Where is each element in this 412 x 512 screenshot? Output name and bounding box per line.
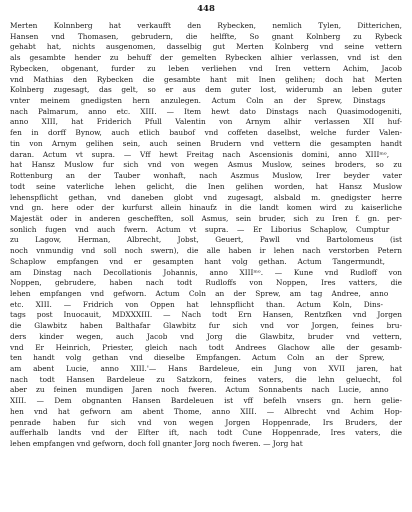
text-line: am abent Lucie, anno XIII.'— Hans Bardeleue, ein Jung von XVII jaren, hat xyxy=(10,364,402,373)
text-line: ders kinder wegen, auch Jacob vnd Jorg die Glawbitz, bruder vnd vettern, xyxy=(10,331,402,341)
text-line: vnd Mathias den Rybecken die gesambte hant mit Inen gelihen; doch hat Merten xyxy=(10,74,402,84)
text-line: Kolnberg zugesagt, das gelt, so er aus dem guter lost, widerumb an leben guter xyxy=(10,85,402,95)
text-line: aber zu feinen mundigen Jaren noch fweren. Actum Sonnabents nach Lucie, anno xyxy=(10,385,389,395)
text-line: gehabt hat, nichts ausgenomen, dasselbig gut Merten Kolnberg vnd seine vettern xyxy=(10,42,402,52)
text-line: penrade haben fur sich vnd von wegen Jorgen Hoppenrade, Irs Bruders, der xyxy=(10,417,402,427)
text-line: Hansen vnd Thomasen, gebrudern, die helffte, So gnant Kolnberg zu Rybeck xyxy=(10,31,402,41)
text-line: lehen empfangen vnd gefworn, doch foll gnanter Jorg noch fweren. — Jorg hat xyxy=(10,439,303,449)
text-line: XIII. — Dem obgnanten Hansen Bardeleuen ist vff befelh vnsers gn. hern gelie- xyxy=(10,396,402,406)
text-line: lehen empfangen vnd gefworn. Actum Coln an der Sprew, am tag Andree, anno xyxy=(10,288,389,298)
text-line: vnd gn. here oder der kurfurst allein hinaufz in die landt komen wird zu kaiserliche xyxy=(10,203,402,213)
text-line: nach todt Hansen Bardeleue zu Satzkorn, feines vaters, die lehn geluecht, fol xyxy=(10,374,402,384)
text-line: vnter meinem gnedigsten hern anzulegen. Actum Coln an der Sprew, Dinstags xyxy=(10,96,386,106)
text-line: tags post Inuocauit, MDXXXIII. — Nach todt Ern Hansen, Rentzfken vnd Jorgen xyxy=(10,310,402,320)
text-line: ten handt volg gethan vnd dieselbe Empfangen. Actum Coln an der Sprew, xyxy=(10,353,385,363)
text-line: anno XIII, hat Friderich Pfull Valentin von Arnym alhir verlassen XII huf- xyxy=(10,117,402,127)
text-line: daran. Actum vt supra. — Vff hewt Freitag nach Ascensionis domini, anno XIIIᵐᵒ, xyxy=(10,149,390,159)
text-line: lehenspflicht gethan, vnd daneben globt vnd zugesagt, alsbald m. gnedigster herre xyxy=(10,192,402,202)
text-line: Rybecken, obgenant, furder zu leben verliehen vnd Iren vettern Achim, Jacob xyxy=(10,63,402,73)
text-line: sonlich fugen vnd auch fwern. Actum vt supra. — Er Liborius Schaplow, Cumptur xyxy=(10,224,390,234)
text-line: Merten Kolnnberg hat verkaufft den Rybecken, nemlich Tylen, Ditterichen, xyxy=(10,21,402,30)
text-line: die Glawbitz haben Balthafar Glawbitz fur sich vnd vor Jorgen, feines bru- xyxy=(10,321,402,331)
text-line: aufferhalb landts vnd der Elfter ift, nach todt Cune Hoppenrade, Ires vaters, die xyxy=(10,428,402,438)
page-number: 448 xyxy=(197,4,215,14)
text-line: vnd Er Heinrich, Priester, gleich nach todt Andrees Glachow alle der gesamb- xyxy=(10,342,402,352)
text-line: Majestät oder in anderen geschefften, soll Asmus, sein bruder, sich zu Iren f. gn. per- xyxy=(10,213,402,223)
text-line: hat Hansz Muslow fur sich vnd von wegen Asmus Muslow, seines broders, so zu xyxy=(10,160,402,170)
text-line: etc. XIII. — Fridrich von Oppen hat lehnspflicht than. Actum Koln, Dins- xyxy=(10,299,383,309)
text-line: zu Lagow, Herman, Albrecht, Jobst, Geuert, Pawll vnd Bartolomeus (ist xyxy=(10,235,402,245)
text-line: am Dinstag nach Decollationis Johannis, anno XIIIᵐᵒ. — Kune vnd Rudloff von xyxy=(10,267,402,277)
text-line: fen in dorff Bynow, auch etlich baubof vnd coffeten daselbst, welche furder Valen- xyxy=(10,128,402,138)
text-line: als gesambte hender zu behuff der gemelten Rybecken alhier verlassen, vnd ist den xyxy=(10,53,402,63)
text-line: nach Palmarum, anno etc. XIII. — Item hewt dato Dinstags nach Quasimodogeniti, xyxy=(10,106,402,116)
text-line: todt seine vaterliche lehen gelicht, die Inen gelihen worden, hat Hansz Muslow xyxy=(10,181,402,191)
body-text xyxy=(10,21,402,450)
text-line: Noppen, gebrudere, haben nach todt Rudloffs von Noppen, Ires vatters, die xyxy=(10,278,402,288)
text-line: tin von Arnym gelihen sein, auch seinen Brudern vnd vettern die gesampten handt xyxy=(10,138,402,148)
text-line: hen vnd hat gefworn am abent Thome, anno XIII. — Albrecht vnd Achim Hop- xyxy=(10,406,402,416)
text-line: noch vnmundig vnd soll noch swern), die alle haben ir lehen nach verstorben Petern xyxy=(10,246,402,256)
text-line: Rottenburg an der Tauber wonhaft, nach Aszmus Muslow, Irer beyder vater xyxy=(10,171,402,181)
text-line: Schaplow empfangen vnd er gesampten hant volg gethan. Actum Tangermundt, xyxy=(10,256,385,266)
